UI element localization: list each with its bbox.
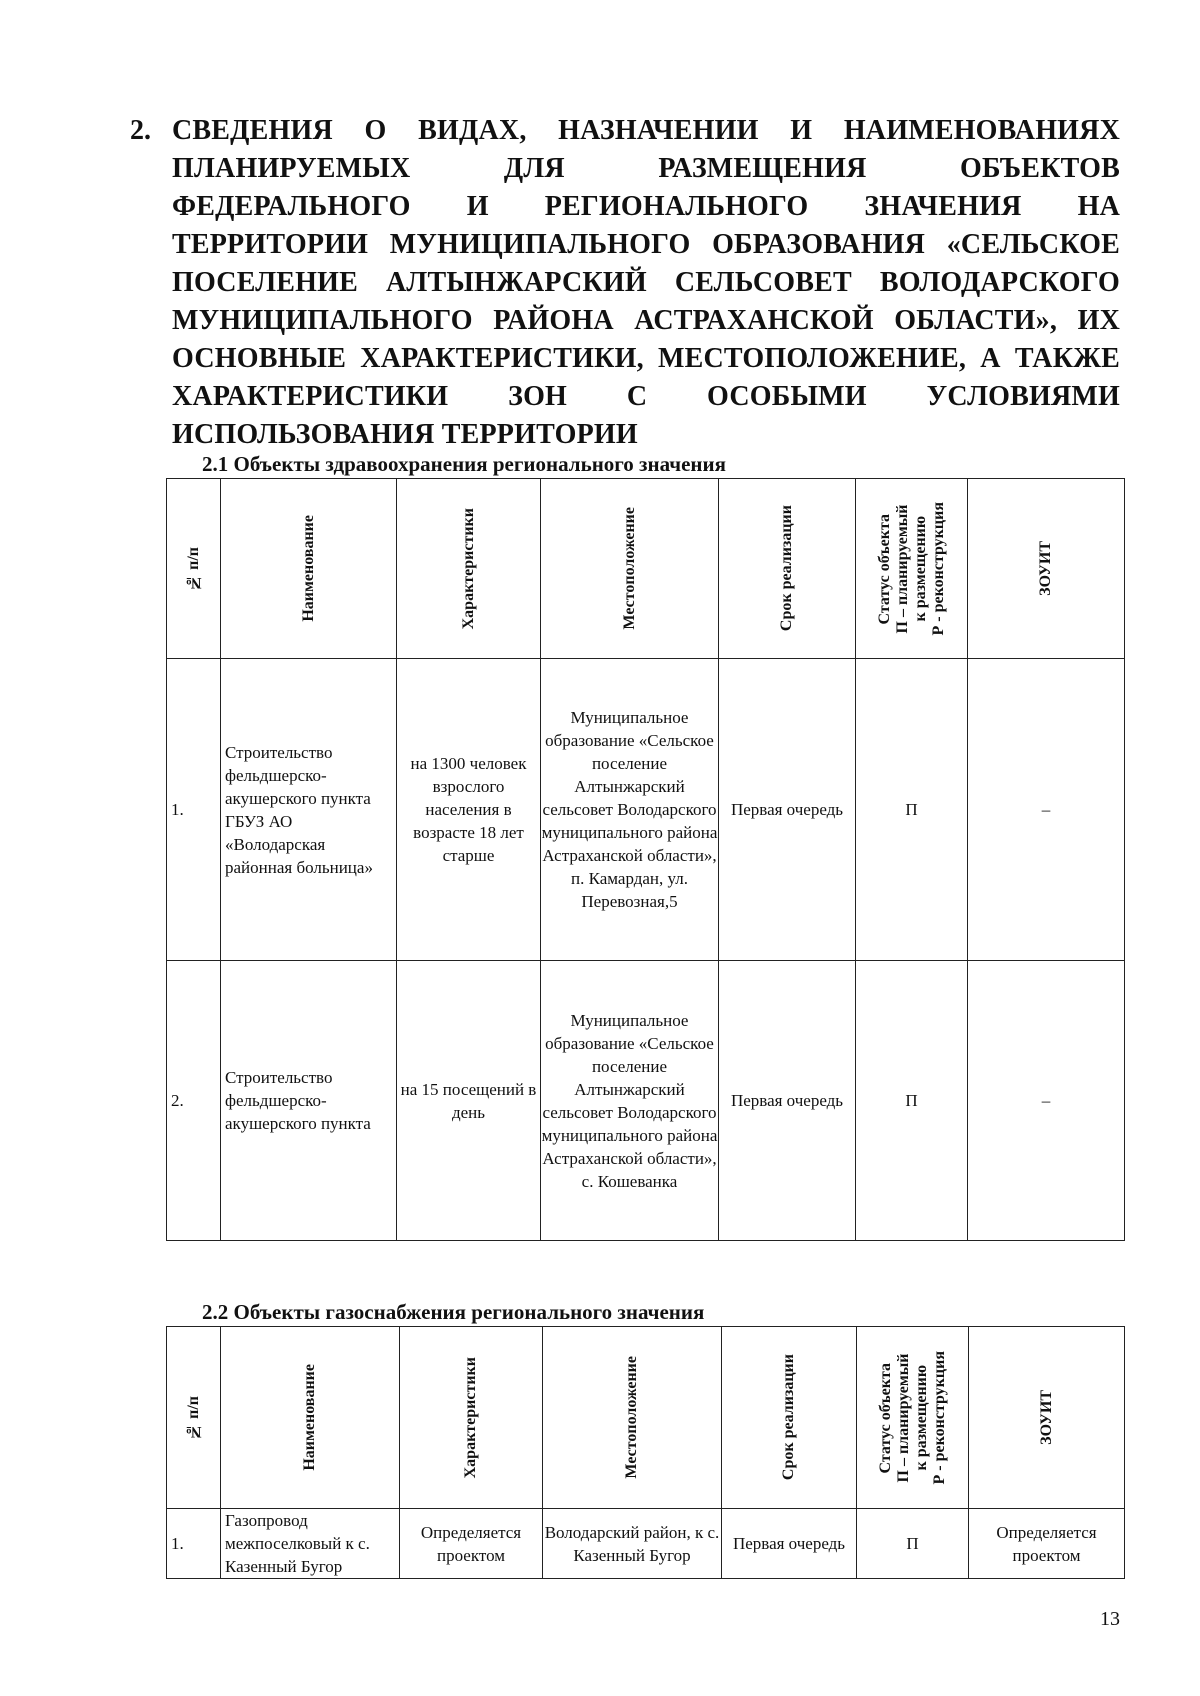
table-header-row bbox=[167, 479, 1125, 659]
section-title bbox=[172, 112, 1120, 454]
section-title-line: ПЛАНИРУЕМЫХ ДЛЯ РАЗМЕЩЕНИЯ ОБЪЕКТОВ bbox=[172, 153, 1120, 184]
col-header-zouit: ЗОУИТ bbox=[969, 1327, 1125, 1509]
table1-title: 2.1 Объекты здравоохранения регионального значения bbox=[202, 452, 726, 476]
col-header-location: Местоположение bbox=[541, 479, 719, 659]
cell-status: П bbox=[857, 1509, 969, 1579]
section-title-line: ПОСЕЛЕНИЕ АЛТЫНЖАРСКИЙ СЕЛЬСОВЕТ ВОЛОДАРСКОГО bbox=[172, 267, 1120, 298]
col-header-chars: Характеристики bbox=[397, 479, 541, 659]
cell-name: Газопровод межпоселковый к с. Казенный Бугор bbox=[221, 1509, 400, 1579]
col-header-chars: Характеристики bbox=[400, 1327, 543, 1509]
table-row bbox=[167, 1509, 1125, 1579]
cell-term: Первая очередь bbox=[719, 961, 856, 1241]
section-title-line: ИСПОЛЬЗОВАНИЯ ТЕРРИТОРИИ bbox=[172, 419, 638, 450]
col-header-num: № п/п bbox=[167, 479, 221, 659]
healthcare-table bbox=[166, 478, 1125, 1241]
cell-location: Володарский район, к с. Казенный Бугор bbox=[543, 1509, 722, 1579]
section-title-line: МУНИЦИПАЛЬНОГО РАЙОНА АСТРАХАНСКОЙ ОБЛАСТИ», ИХ bbox=[172, 305, 1120, 336]
col-header-name: Наименование bbox=[221, 479, 397, 659]
cell-status: П bbox=[856, 659, 968, 961]
cell-chars: на 15 посещений в день bbox=[397, 961, 541, 1241]
col-header-num: № п/п bbox=[167, 1327, 221, 1509]
cell-num: 1. bbox=[167, 659, 221, 961]
cell-term: Первая очередь bbox=[719, 659, 856, 961]
cell-name: Строительство фельдшерско-акушерского пункта bbox=[221, 961, 397, 1241]
section-title-line: ОСНОВНЫЕ ХАРАКТЕРИСТИКИ, МЕСТОПОЛОЖЕНИЕ, А ТАКЖЕ bbox=[172, 343, 1120, 374]
table-row bbox=[167, 961, 1125, 1241]
section-heading bbox=[130, 112, 1120, 454]
cell-status: П bbox=[856, 961, 968, 1241]
col-header-term: Срок реализации bbox=[719, 479, 856, 659]
col-header-term: Срок реализации bbox=[722, 1327, 857, 1509]
col-header-status: Статус объекта П – планируемый к размещению Р - реконструкция bbox=[857, 1327, 969, 1509]
col-header-name: Наименование bbox=[221, 1327, 400, 1509]
table2-title: 2.2 Объекты газоснабжения регионального значения bbox=[202, 1300, 705, 1324]
page-number: 13 bbox=[1100, 1608, 1120, 1630]
cell-num: 1. bbox=[167, 1509, 221, 1579]
cell-location: Муниципальное образование «Сельское поселение Алтынжарский сельсовет Володарского муниципального района Астраханской области», с. Кошеванка bbox=[541, 961, 719, 1241]
col-header-location: Местоположение bbox=[543, 1327, 722, 1509]
section-title-line: ТЕРРИТОРИИ МУНИЦИПАЛЬНОГО ОБРАЗОВАНИЯ «СЕЛЬСКОЕ bbox=[172, 229, 1120, 260]
cell-chars: Определяется проектом bbox=[400, 1509, 543, 1579]
cell-name: Строительство фельдшерско-акушерского пункта ГБУЗ АО «Володарская районная больница» bbox=[221, 659, 397, 961]
cell-term: Первая очередь bbox=[722, 1509, 857, 1579]
col-header-zouit: ЗОУИТ bbox=[968, 479, 1125, 659]
section-title-line: ХАРАКТЕРИСТИКИ ЗОН С ОСОБЫМИ УСЛОВИЯМИ bbox=[172, 381, 1120, 412]
cell-chars: на 1300 человек взрослого населения в возрасте 18 лет старше bbox=[397, 659, 541, 961]
cell-num: 2. bbox=[167, 961, 221, 1241]
table-row bbox=[167, 659, 1125, 961]
gas-supply-table bbox=[166, 1326, 1125, 1579]
cell-zouit: Определяется проектом bbox=[969, 1509, 1125, 1579]
cell-zouit: – bbox=[968, 659, 1125, 961]
col-header-status: Статус объекта П – планируемый к размещению Р - реконструкция bbox=[856, 479, 968, 659]
section-title-line: СВЕДЕНИЯ О ВИДАХ, НАЗНАЧЕНИИ И НАИМЕНОВАНИЯХ bbox=[172, 115, 1120, 146]
cell-zouit: – bbox=[968, 961, 1125, 1241]
cell-location: Муниципальное образование «Сельское поселение Алтынжарский сельсовет Володарского муниципального района Астраханской области», п. Камардан, ул. Перевозная,5 bbox=[541, 659, 719, 961]
section-title-line: ФЕДЕРАЛЬНОГО И РЕГИОНАЛЬНОГО ЗНАЧЕНИЯ НА bbox=[172, 191, 1120, 222]
table-header-row bbox=[167, 1327, 1125, 1509]
section-number: 2. bbox=[130, 115, 151, 146]
